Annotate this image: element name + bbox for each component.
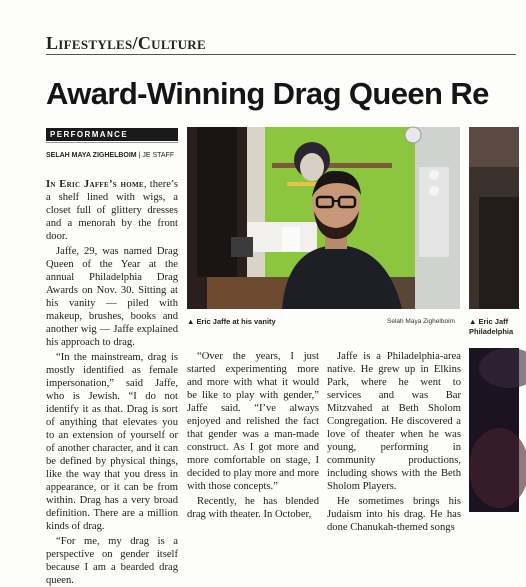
paragraph: “In the mainstream, drag is mostly identified as female impersonation,” said Jaffe, who is Jewish. “I do not identify it as that. Drag is sort of anything that elevates you to an extension of yourself or of another character, and it can be defined by physical things, like the way that you dress in appearance, or it can be from within. Drag has a very broad definition. There are a million kinds of drag. bbox=[46, 352, 178, 532]
section-title: Lifestyles/Culture bbox=[46, 33, 206, 53]
section-divider bbox=[46, 54, 516, 55]
photo-side-caption-line1: ▲ Eric Jaff bbox=[469, 317, 509, 326]
byline-role: | JE STAFF bbox=[136, 152, 175, 159]
photo-stage-illustration bbox=[469, 348, 519, 512]
byline-author: SELAH MAYA ZIGHELBOIM bbox=[46, 152, 137, 159]
article-column-1 bbox=[46, 178, 178, 586]
photo-caption: ▲ Eric Jaffe at his vanity bbox=[187, 317, 276, 326]
paragraph: “Over the years, I just started experimenting more and more with what it would be like to play with gender,” Jaffe said. “I’ve always enjoyed and relished the fact that gender was a man-made construct. As I got more and more comfortable on stage, I decided to play more and more with those concepts.” bbox=[187, 351, 319, 492]
photo-credit: Selah Maya Zighelboim bbox=[387, 318, 455, 325]
article-column-3 bbox=[327, 350, 461, 533]
photo-eric-jaffe-vanity[interactable] bbox=[187, 127, 460, 309]
article-column-2 bbox=[187, 350, 319, 520]
paragraph: “For me, my drag is a perspective on gender itself because I am a bearded drag queen. bbox=[46, 536, 178, 586]
photo-side-illustration bbox=[469, 127, 519, 309]
headline[interactable]: Award-Winning Drag Queen Re bbox=[46, 76, 489, 111]
kicker-label: PERFORMANCE bbox=[46, 128, 178, 141]
photo-illustration bbox=[187, 127, 460, 309]
lead-rest: , there’s a shelf lined with wigs, a closet full of glittery dresses and a menorah by the front door. bbox=[46, 179, 178, 242]
paragraph: He sometimes brings his Judaism into his drag. He has done Chanukah-themed songs bbox=[327, 496, 461, 533]
paragraph: Jaffe is a Philadelphia-area native. He grew up in Elkins Park, where he went to services and was Bar Mitzvahed at Beth Sholom Congregation. He discovered a love of theater when he was young, performing in community productions, including shows with the Beth Sholom Players. bbox=[327, 351, 461, 492]
paragraph: Recently, he has blended drag with theater. In October, bbox=[187, 496, 319, 520]
byline bbox=[46, 152, 174, 159]
lead-paragraph bbox=[46, 178, 178, 243]
photo-side-bottom[interactable] bbox=[469, 348, 519, 512]
photo-side-top[interactable] bbox=[469, 127, 519, 309]
lead-caps: In Eric Jaffe’s home bbox=[46, 179, 144, 190]
kicker-divider bbox=[46, 142, 178, 143]
paragraph: Jaffe, 29, was named Drag Queen of the Year at the annual Philadelphia Drag Awards on Nov. 30. Sitting at his vanity — piled with makeup, brushes, books and another wig — Jaffe explained his approach to drag. bbox=[46, 246, 178, 348]
photo-side-caption bbox=[469, 317, 519, 337]
photo-side-caption-line2: Philadelphia bbox=[469, 327, 514, 336]
